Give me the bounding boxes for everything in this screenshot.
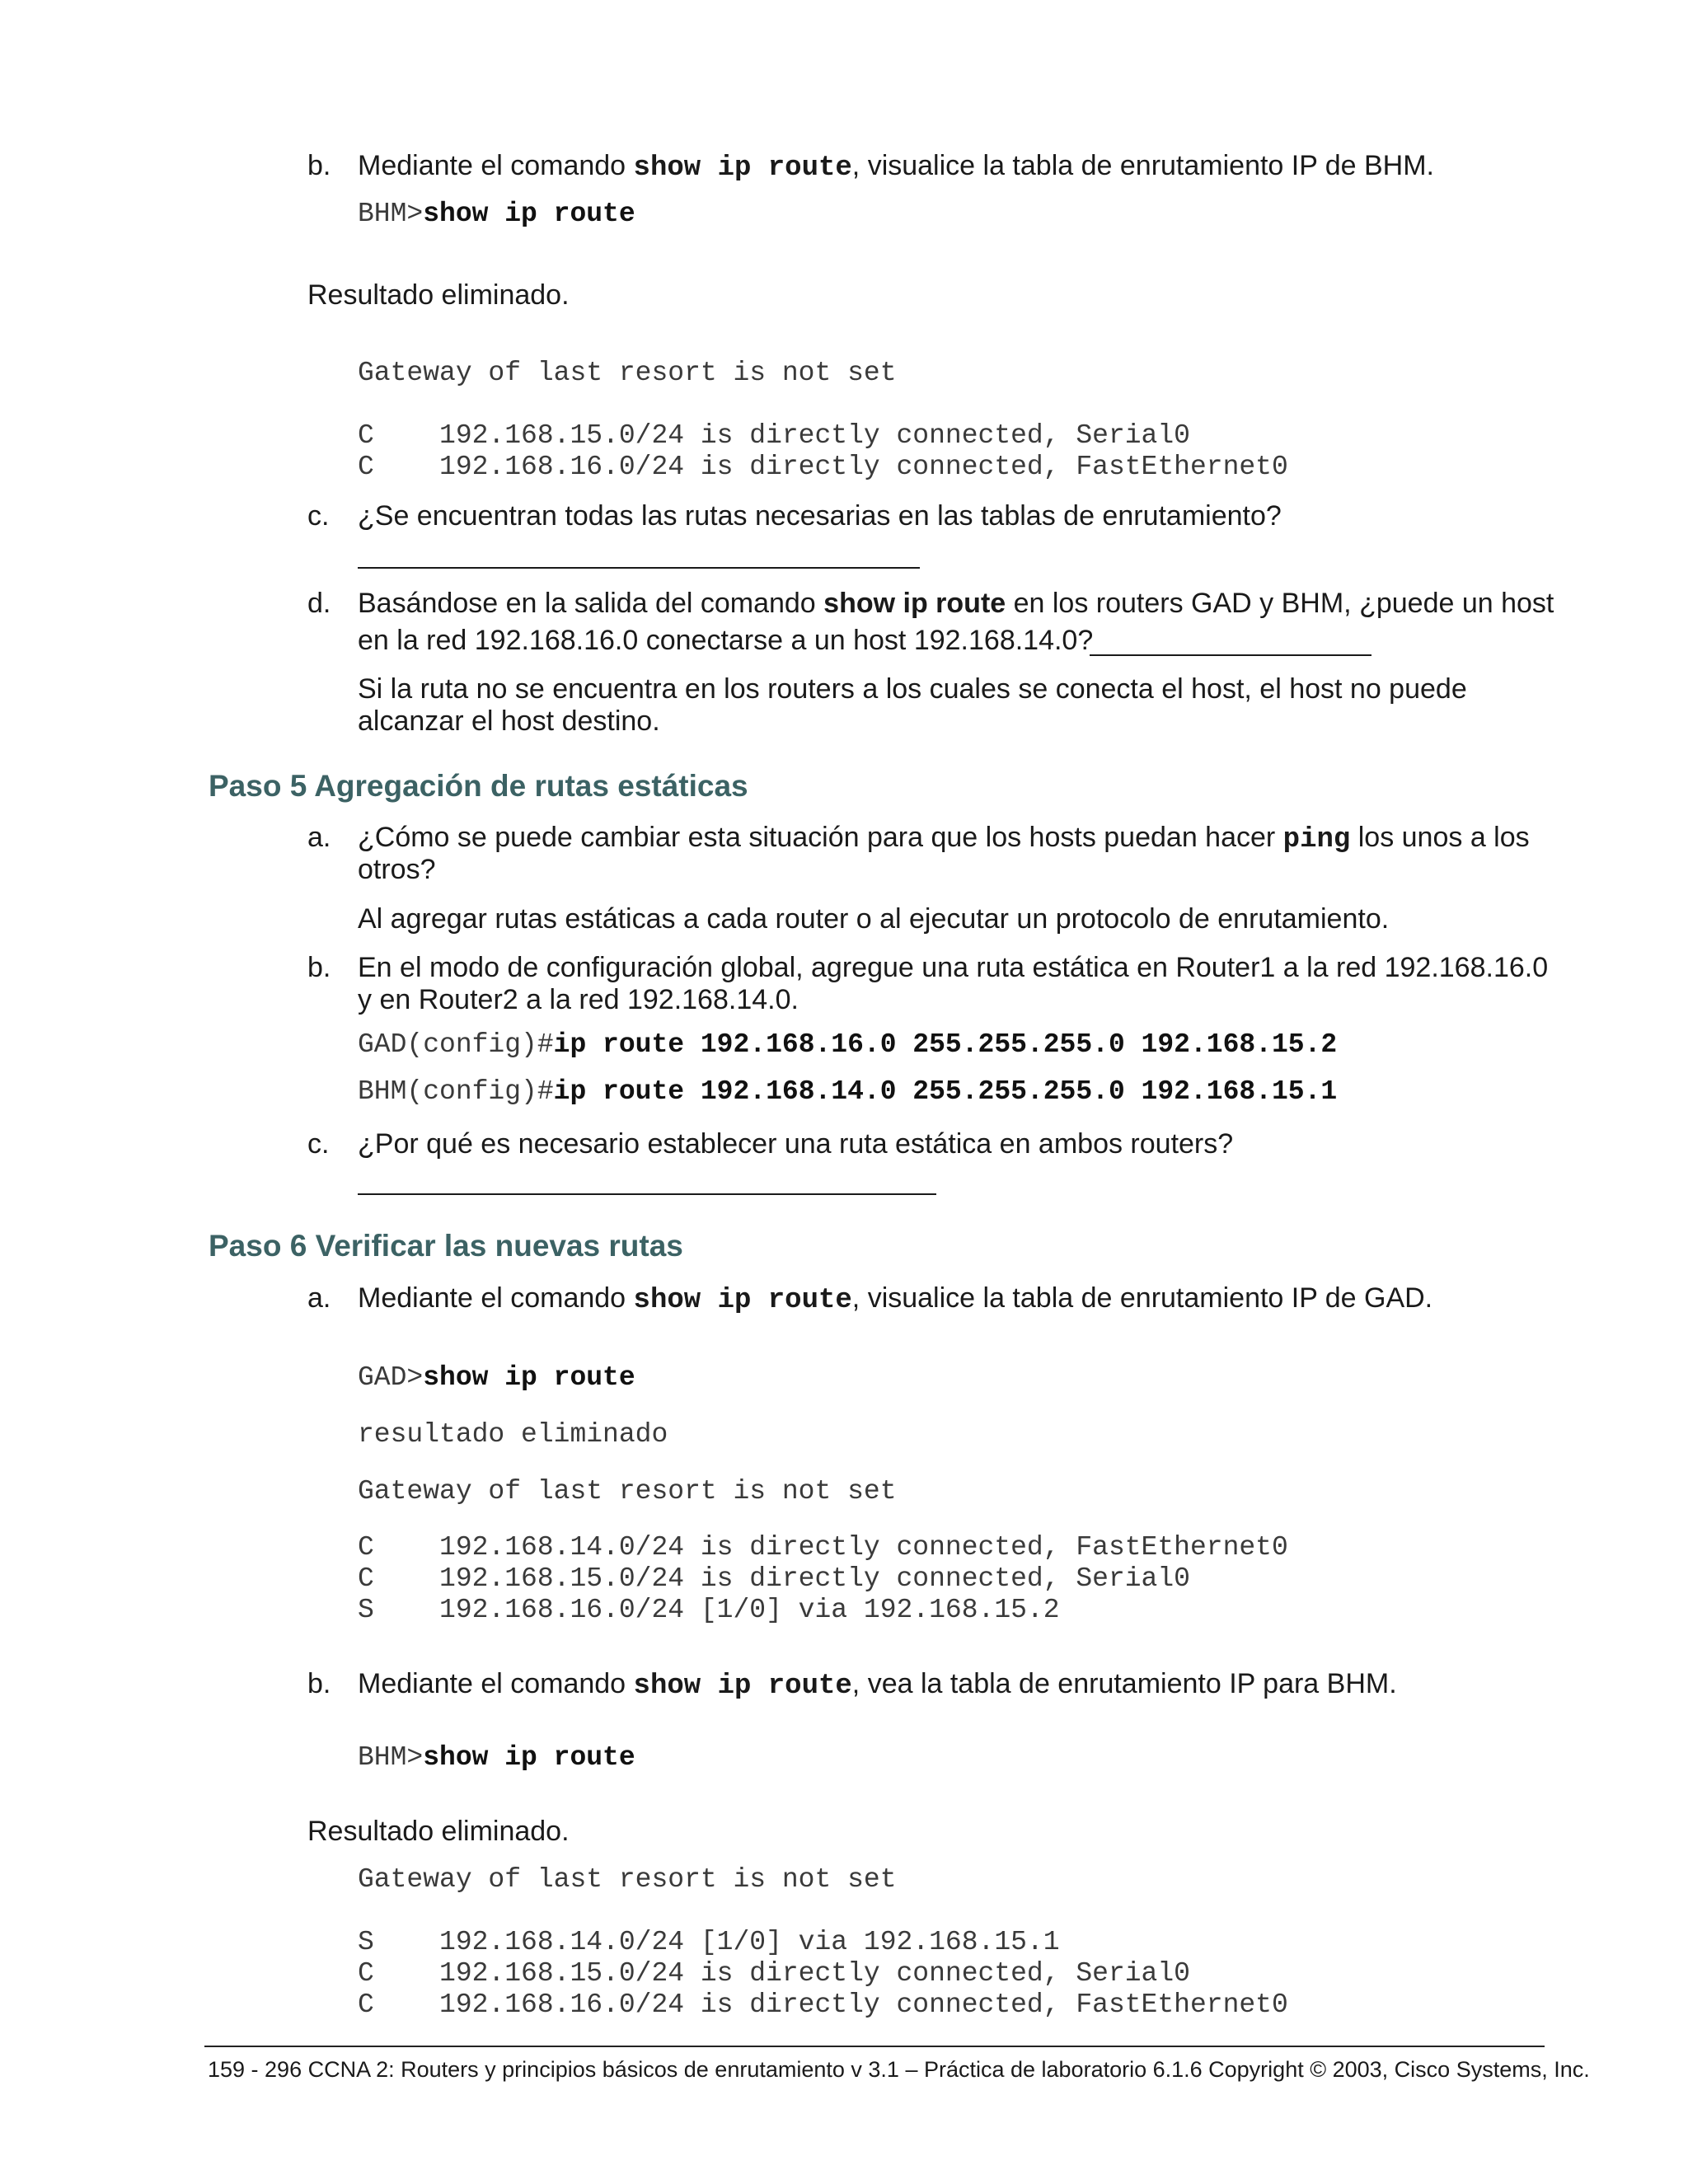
item-label-b: b.: [307, 952, 331, 983]
cli-command: show ip route: [423, 1362, 635, 1393]
question-text: ¿Por qué es necesario establecer una ruta estática en ambos routers?: [358, 1128, 1234, 1160]
cli-prompt: BHM>: [358, 1742, 424, 1773]
text-fragment: los unos a los: [1350, 822, 1530, 853]
text-fragment: , visualice la tabla de enrutamiento IP de GAD.: [851, 1282, 1433, 1314]
cli-output-route: C 192.168.15.0/24 is directly connected, Serial0: [358, 1563, 1190, 1594]
cli-output-route: C 192.168.14.0/24 is directly connected, FastEthernet0: [358, 1532, 1288, 1563]
command-line: [358, 1362, 635, 1394]
answer-blank: [1090, 654, 1372, 656]
result-removed-note: Resultado eliminado.: [307, 279, 570, 311]
instruction-text-line2: y en Router2 a la red 192.168.14.0.: [358, 984, 799, 1015]
instruction-text: [358, 1667, 1397, 1703]
footer-divider: [204, 2046, 1545, 2047]
inline-command: show ip route: [633, 152, 852, 184]
inline-command: show ip route: [633, 1285, 852, 1316]
question-text-line2: otros?: [358, 854, 436, 885]
text-fragment: , vea la tabla de enrutamiento IP para BHM.: [851, 1668, 1397, 1699]
cli-output-route: C 192.168.15.0/24 is directly connected, Serial0: [358, 1958, 1190, 1989]
item-label-d: d.: [307, 588, 331, 619]
item-label-a: a.: [307, 1282, 331, 1314]
inline-command: ping: [1282, 824, 1351, 855]
cli-output-route: C 192.168.15.0/24 is directly connected, Serial0: [358, 420, 1190, 451]
answer-note: Al agregar rutas estáticas a cada router o al ejecutar un protocolo de enrutamiento.: [358, 903, 1390, 935]
item-label-b: b.: [307, 1668, 331, 1699]
item-label-c: c.: [307, 1128, 330, 1160]
text-fragment: Mediante el comando: [358, 1668, 634, 1699]
command-line: [358, 1029, 1337, 1061]
question-text: [358, 587, 1554, 620]
cli-output-route: C 192.168.16.0/24 is directly connected, FastEthernet0: [358, 452, 1288, 482]
text-fragment: Mediante el comando: [358, 1282, 634, 1314]
command-line: [358, 1076, 1337, 1108]
cli-prompt: BHM>: [358, 199, 424, 229]
command-line: [358, 199, 635, 230]
cli-output-gateway: Gateway of last resort is not set: [358, 1476, 897, 1507]
answer-blank: [358, 567, 920, 569]
cli-output-gateway: Gateway of last resort is not set: [358, 1864, 897, 1895]
cli-output-route: S 192.168.14.0/24 [1/0] via 192.168.15.1: [358, 1927, 1060, 1957]
cli-output-gateway: Gateway of last resort is not set: [358, 358, 897, 388]
cli-prompt: GAD>: [358, 1362, 424, 1393]
question-text: ¿Se encuentran todas las rutas necesarias en las tablas de enrutamiento?: [358, 500, 1282, 532]
instruction-text: [358, 1282, 1432, 1317]
text-fragment: ¿Cómo se puede cambiar esta situación para que los hosts puedan hacer: [358, 822, 1283, 853]
section-heading: Paso 6 Verificar las nuevas rutas: [209, 1229, 683, 1263]
cli-prompt: BHM(config)#: [358, 1076, 554, 1107]
item-label-b: b.: [307, 150, 331, 181]
text-fragment: Basándose en la salida del comando: [358, 588, 824, 619]
cli-command: show ip route: [423, 1742, 635, 1773]
page-footer: 159 - 296 CCNA 2: Routers y principios básicos de enrutamiento v 3.1 – Práctica de laboratorio 6.1.6 Copyright © 2003, Cisco Systems, Inc.: [208, 2057, 1590, 2082]
cli-command: show ip route: [423, 199, 635, 229]
item-label-a: a.: [307, 822, 331, 853]
text-fragment: , visualice la tabla de enrutamiento IP de BHM.: [851, 150, 1434, 181]
result-removed-note: Resultado eliminado.: [307, 1816, 570, 1847]
cli-output-route: C 192.168.16.0/24 is directly connected, FastEthernet0: [358, 1990, 1288, 2020]
command-line: [358, 1742, 635, 1774]
cli-output-route: S 192.168.16.0/24 [1/0] via 192.168.15.2: [358, 1595, 1060, 1625]
question-text: [358, 821, 1530, 856]
answer-note: Si la ruta no se encuentra en los routers a los cuales se conecta el host, el host no puede: [358, 673, 1467, 705]
answer-note-line2: alcanzar el host destino.: [358, 705, 660, 737]
question-text-line2: en la red 192.168.16.0 conectarse a un host 192.168.14.0?: [358, 625, 1094, 656]
answer-blank: [358, 1193, 936, 1195]
cli-command: ip route 192.168.16.0 255.255.255.0 192.168.15.2: [553, 1029, 1338, 1060]
instruction-text: [358, 149, 1434, 185]
inline-command: show ip route: [633, 1671, 852, 1702]
item-label-c: c.: [307, 500, 330, 532]
bold-command: show ip route: [823, 588, 1006, 619]
instruction-text: En el modo de configuración global, agregue una ruta estática en Router1 a la red 192.168.16.0: [358, 952, 1549, 983]
cli-output-note: resultado eliminado: [358, 1419, 668, 1450]
cli-prompt: GAD(config)#: [358, 1029, 554, 1060]
cli-command: ip route 192.168.14.0 255.255.255.0 192.168.15.1: [553, 1076, 1338, 1107]
text-fragment: Mediante el comando: [358, 150, 634, 181]
section-heading: Paso 5 Agregación de rutas estáticas: [209, 769, 748, 803]
text-fragment: en los routers GAD y BHM, ¿puede un host: [1006, 588, 1554, 619]
